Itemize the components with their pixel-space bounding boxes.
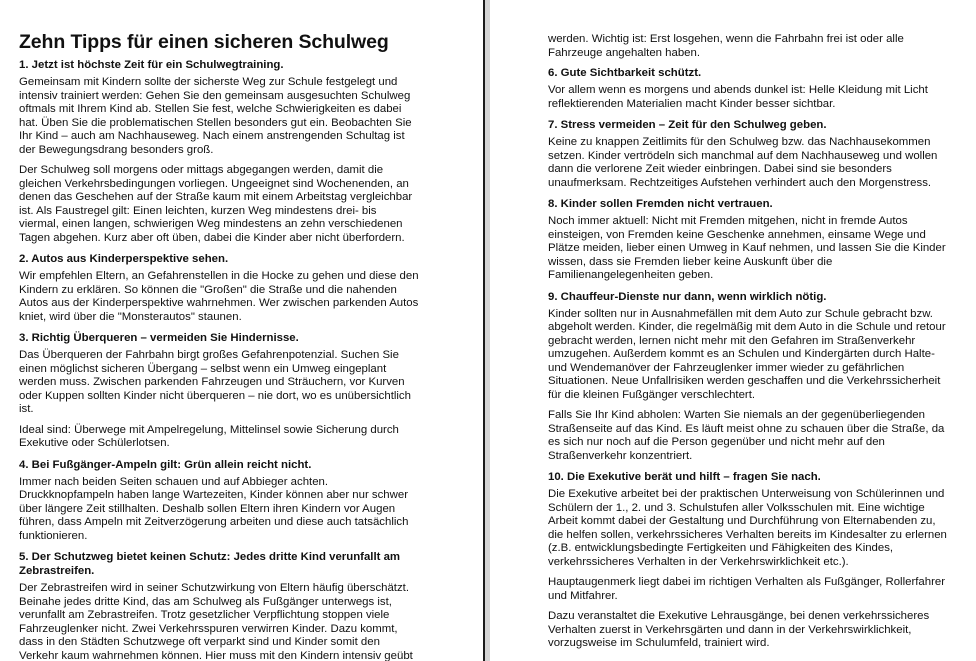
paragraph: Der Zebrastreifen wird in seiner Schutzwirkung von Eltern häufig überschätzt. Beinahe jedes dritte Kind, das am Schulweg als Fußgänger unterwegs ist, verunfallt am Zebrastreifen. Trotz gesetzlicher Verpflichtung stoppen viele Fahrzeuglenker nicht. Zwei Verkehrsspuren verwirren Kinder. Dazu kommt, dass in den Städten Schutzwege oft verparkt sind und Kinder somit den Verkehr kaum wahrnehmen können. Hier muss mit den Kindern intensiv geübt bbox=[19, 582, 413, 661]
paragraph: Hauptaugenmerk liegt dabei im richtigen Verhalten als Fußgänger, Rollerfahrer und Mitfahrer. bbox=[548, 576, 945, 602]
section-4 bbox=[19, 458, 419, 544]
paragraph: Ideal sind: Überwege mit Ampelregelung, Mittelinsel sowie Sicherung durch Exekutive oder Schülerlotsen. bbox=[19, 423, 399, 449]
page-divider bbox=[483, 0, 490, 661]
left-column bbox=[19, 30, 419, 661]
paragraph: Immer nach beiden Seiten schauen und auf Abbieger achten. Druckknopfampeln haben lange Wartezeiten, Kinder können aber nur schwer über längere Zeit stillhalten. Deshalb sollen Eltern ihren Kindern vor Augen führen, dass Ampeln mit Zeitverzögerung arbeiten und diese auch tatsächlich funktionieren. bbox=[19, 475, 409, 542]
section-3 bbox=[19, 331, 419, 451]
left-page bbox=[0, 0, 483, 661]
section-heading: 2. Autos aus Kinderperspektive sehen. bbox=[19, 253, 229, 265]
section-heading: 3. Richtig Überqueren – vermeiden Sie Hindernisse. bbox=[19, 332, 299, 344]
section-10 bbox=[548, 470, 950, 651]
section-heading: 9. Chauffeur-Dienste nur dann, wenn wirklich nötig. bbox=[548, 290, 827, 303]
section-1 bbox=[19, 58, 419, 245]
section-heading: 10. Die Exekutive berät und hilft – fragen Sie nach. bbox=[548, 471, 821, 483]
section-6 bbox=[548, 66, 950, 111]
right-page bbox=[490, 0, 976, 661]
section-heading: 8. Kinder sollen Fremden nicht vertrauen. bbox=[548, 198, 773, 210]
continuation-paragraph: werden. Wichtig ist: Erst losgehen, wenn die Fahrbahn frei ist oder alle Fahrzeuge angehalten haben. bbox=[548, 33, 904, 59]
paragraph: Kinder sollten nur in Ausnahmefällen mit dem Auto zur Schule gebracht bzw. abgeholt werden. Kinder, die regelmäßig mit dem Auto in die Schule und retour gebracht werden, lernen nicht mehr mit den Gefahren im Straßenverkehr umzugehen. Außerdem kommt es an Schulen und Kindergärten durch Halte- und Wendemanöver der Fahrzeuglenker immer wieder zu gefährlichen Situationen. Neue Unfallrisiken werden geschaffen und die Verkehrssicherheit für die kleinen Fußgänger verschlechtert. bbox=[548, 307, 946, 401]
section-5 bbox=[19, 550, 419, 661]
paragraph: Vor allem wenn es morgens und abends dunkel ist: Helle Kleidung mit Licht reflektierenden Materialien macht Kinder besser sichtbar. bbox=[548, 84, 928, 110]
paragraph: Die Exekutive arbeitet bei der praktischen Unterweisung von Schülerinnen und Schülern der 1., 2. und 3. Schulstufen aller Volksschulen mit. Eine wichtige Arbeit kommt dabei der Gestaltung und Durchführung von Elternabenden zu, die helfen sollen, verkehrssicheres Verhalten bereits im Kindesalter zu erlernen (z.B. entwicklungsbedingte Fertigkeiten und Fähigkeiten des Kindes, verkehrssicheres Verhalten in der Verkehrswirklichkeit etc.). bbox=[548, 488, 947, 568]
section-heading: 4. Bei Fußgänger-Ampeln gilt: Grün allein reicht nicht. bbox=[19, 458, 312, 471]
right-column bbox=[548, 33, 950, 658]
section-9 bbox=[548, 290, 950, 464]
paragraph: Wir empfehlen Eltern, an Gefahrenstellen in die Hocke zu gehen und diese den Kindern zu erklären. So können die "Großen" die Straße und die nahenden Autos aus der Kinderperspektive wahrnehmen. Wer zwischen parkenden Autos kniet, wird über die "Monsterautos" staunen. bbox=[19, 270, 419, 323]
paragraph: Noch immer aktuell: Nicht mit Fremden mitgehen, nicht in fremde Autos einsteigen, von Fremden keine Geschenke annehmen, einsame Wege und Plätze meiden, lieber einen Umweg in Kauf nehmen, und lassen Sie die Kinder wissen, dass sie Fremden lieber keine Auskunft über die Familienangelegenheiten geben. bbox=[548, 215, 946, 281]
paragraph: Falls Sie Ihr Kind abholen: Warten Sie niemals an der gegenüberliegenden Straßenseite auf das Kind. Es läuft meist ohne zu schauen über die Straße, da es sich nur noch auf die Person gegenüber und nicht mehr auf den Straßenverkehr konzentriert. bbox=[548, 409, 945, 462]
paragraph: Das Überqueren der Fahrbahn birgt großes Gefahrenpotenzial. Suchen Sie einen möglichst sicheren Übergang – selbst wenn ein Umweg eingeplant werden muss. Zwischen parkenden Fahrzeugen und Sträuchern, vor Kurven oder Kuppen sollten Kinder nicht überqueren – nie dort, wo es unübersichtlich ist. bbox=[19, 349, 411, 415]
section-7 bbox=[548, 118, 950, 190]
section-heading: 5. Der Schutzweg bietet keinen Schutz: Jedes dritte Kind verunfallt am Zebrastreifen. bbox=[19, 551, 401, 577]
section-heading: 1. Jetzt ist höchste Zeit für ein Schulwegtraining. bbox=[19, 59, 284, 71]
paragraph: Keine zu knappen Zeitlimits für den Schulweg bzw. das Nachhausekommen setzen. Kinder vertrödeln sich manchmal auf dem Nachhauseweg und wollen dann die verlorene Zeit wieder einbringen. Dabei sind sie besonders unaufmerksam. Rechtzeitiges Aufstehen verhindert auch den Morgenstress. bbox=[548, 136, 938, 189]
section-8 bbox=[548, 197, 950, 283]
section-2 bbox=[19, 252, 419, 324]
section-heading: 6. Gute Sichtbarkeit schützt. bbox=[548, 67, 702, 79]
document-title: Zehn Tipps für einen sicheren Schulweg bbox=[19, 31, 389, 53]
paragraph: Gemeinsam mit Kindern sollte der sicherste Weg zur Schule festgelegt und intensiv trainiert werden: Gehen Sie den gemeinsam ausgesuchten Schulweg oftmals mit Ihrem Kind ab. Stellen Sie fest, welche Schwierigkeiten es dabei hat. Üben Sie die problematischen Stellen besonders gut ein. Beobachten Sie Ihr Kind – auch am Nachhauseweg. Nach einem anstrengenden Schultag ist der Bewegungsdrang besonders groß. bbox=[19, 76, 412, 156]
section-heading: 7. Stress vermeiden – Zeit für den Schulweg geben. bbox=[548, 119, 827, 131]
paragraph: Dazu veranstaltet die Exekutive Lehrausgänge, bei denen verkehrssicheres Verhalten zuerst in Verkehrsgärten und dann in der Verkehrswirklichkeit, vorzugsweise im Schulumfeld, trainiert wird. bbox=[548, 610, 930, 649]
paragraph: Der Schulweg soll morgens oder mittags abgegangen werden, damit die gleichen Verkehrsbedingungen vorliegen. Ungeeignet sind Wochenenden, an denen das Geschehen auf der Straße kaum mit einem Arbeitstag vergleichbar ist. Als Faustregel gilt: Einen leichten, kurzen Weg mindestens drei- bis viermal, einen langen, schwierigen Weg mindestens an zehn verschiedenen Tagen abgehen. Kurz aber oft üben, dabei die Kinder aber nicht überfordern. bbox=[19, 164, 413, 244]
